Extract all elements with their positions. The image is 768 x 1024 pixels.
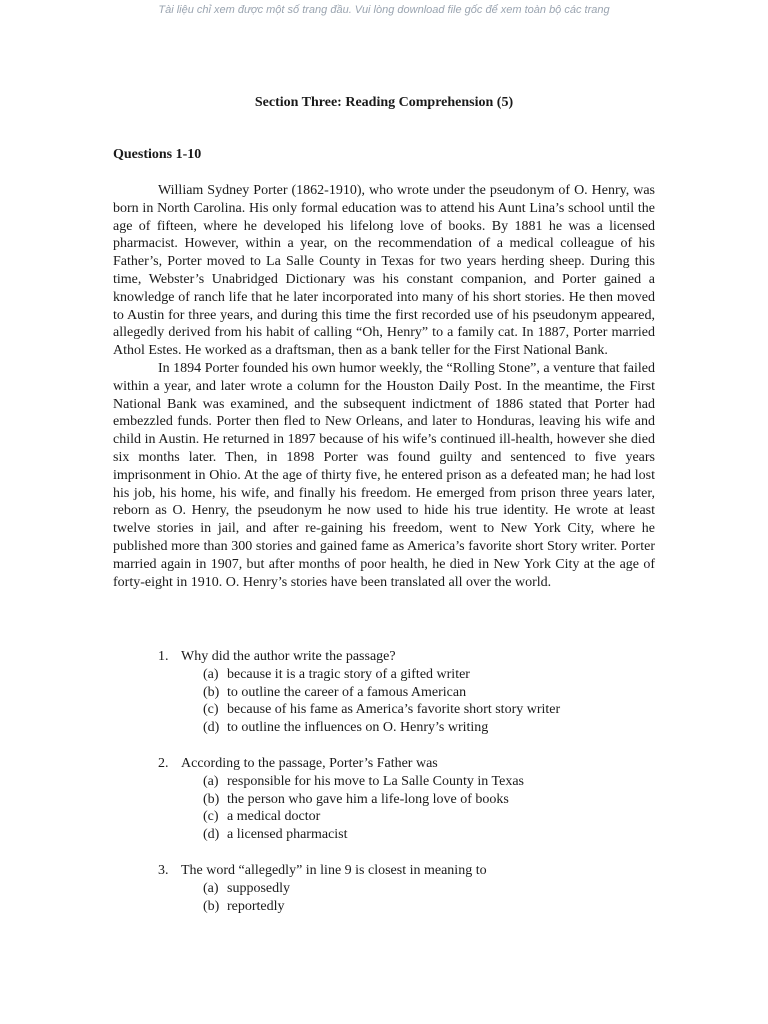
answer-option <box>158 719 658 737</box>
answer-option <box>158 791 658 809</box>
answer-option <box>158 701 658 719</box>
question-list <box>158 648 658 933</box>
passage-paragraph: William Sydney Porter (1862-1910), who wrote under the pseudonym of O. Henry, was born in North Carolina. His only formal education was to attend his Aunt Lina’s school until the age of fifteen, where he developed his lifelong love of books. By 1881 he was a licensed pharmacist. However, within a year, on the recommendation of a medical colleague of his Father’s, Porter moved to La Salle County in Texas for two years herding sheep. During this time, Webster’s Unabridged Dictionary was his constant companion, and Porter gained a knowledge of ranch life that he later incorporated into many of his short stories. He then moved to Austin for three years, and during this time the first recorded use of his pseudonym appeared, allegedly derived from his habit of calling “Oh, Henry” to a family cat. In 1887, Porter married Athol Estes. He worked as a draftsman, then as a bank teller for the First National Bank. <box>113 183 655 359</box>
option-letter: (b) <box>203 791 220 807</box>
reading-passage <box>113 182 655 591</box>
question-text: According to the passage, Porter’s Father was <box>181 755 438 771</box>
question-item <box>158 755 658 844</box>
questions-heading: Questions 1-10 <box>113 147 202 162</box>
question-text: The word “allegedly” in line 9 is closest in meaning to <box>181 862 487 878</box>
question-text: Why did the author write the passage? <box>181 649 396 664</box>
option-letter: (d) <box>203 827 220 843</box>
option-letter: (a) <box>203 880 219 896</box>
option-letter: (d) <box>203 720 220 736</box>
option-letter: (b) <box>203 898 220 914</box>
section-title: Section Three: Reading Comprehension (5) <box>254 95 514 110</box>
option-letter: (c) <box>203 809 219 825</box>
option-text: the person who gave him a life-long love of books <box>227 791 509 807</box>
option-text: supposedly <box>227 880 290 896</box>
answer-option <box>158 773 658 791</box>
option-text: reportedly <box>227 898 285 914</box>
passage-paragraph: In 1894 Porter founded his own humor weekly, the “Rolling Stone”, a venture that failed within a year, and later wrote a column for the Houston Daily Post. In the meantime, the First National Bank was examined, and the subsequent indictment of 1886 stated that Porter had embezzled funds. Porter then fled to New Orleans, and later to Honduras, leaving his wife and child in Austin. He returned in 1897 because of his wife’s continued ill-health, however she died six months later. Then, in 1898 Porter was found guilty and sentenced to five years imprisonment in Ohio. At the age of thirty five, he entered prison as a defeated man; he had lost his job, his home, his wife, and finally his freedom. He emerged from prison three years later, reborn as O. Henry, the pseudonym he now used to hide his true identity. He wrote at least twelve stories in jail, and after re-gaining his freedom, went to New York City, where he published more than 300 stories and gained fame as America’s favorite short Story writer. Porter married again in 1907, but after months of poor health, he died in New York City at the age of forty-eight in 1910. O. Henry’s stories have been translated all over the world. <box>113 360 655 590</box>
question-item <box>158 862 658 915</box>
answer-option <box>158 826 658 844</box>
option-text: to outline the influences on O. Henry’s writing <box>227 720 489 736</box>
option-text: to outline the career of a famous American <box>227 684 467 700</box>
option-text: responsible for his move to La Salle County in Texas <box>227 773 524 789</box>
option-text: because of his fame as America’s favorite short story writer <box>227 702 561 718</box>
option-letter: (a) <box>203 666 219 682</box>
option-text: a licensed pharmacist <box>227 827 348 843</box>
download-banner: Tài liệu chỉ xem được một số trang đầu. Vui lòng download file gốc để xem toàn bộ các trang <box>158 4 610 16</box>
option-text: a medical doctor <box>227 809 321 825</box>
answer-option <box>158 666 658 684</box>
question-item <box>158 648 658 737</box>
answer-option <box>158 808 658 826</box>
answer-option <box>158 880 658 898</box>
answer-option <box>158 898 658 916</box>
question-number: 2. <box>158 755 169 771</box>
option-letter: (b) <box>203 684 220 700</box>
option-letter: (c) <box>203 702 219 718</box>
answer-option <box>158 684 658 702</box>
question-number: 3. <box>158 862 169 878</box>
question-number: 1. <box>158 649 169 664</box>
option-letter: (a) <box>203 773 219 789</box>
option-text: because it is a tragic story of a gifted writer <box>227 666 470 682</box>
